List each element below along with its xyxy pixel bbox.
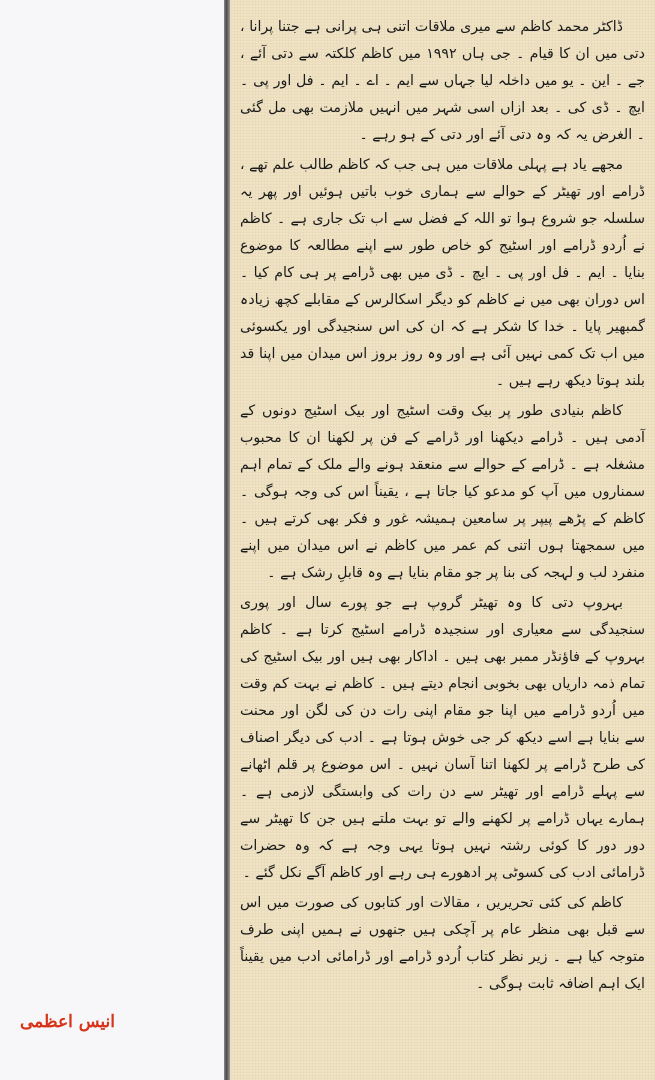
paragraph-3: کاظم بنیادی طور پر بیک وقت اسٹیج اور بیک اسٹیج دونوں کے آدمی ہیں ۔ ڈرامے دیکھنا اور ڈرامے کے فن پر لکھنا ان کا محبوب مشغلہ ہے ۔ ڈرامے کے حوالے سے منعقد ہونے والے ملک کے تمام اہم سمناروں میں آپ کو مدعو کیا جاتا ہے ، یقیناً اس کی وجہ ہوگی ۔ کاظم کے پڑھے پیپر پر سامعین ہمیشہ غور و فکر بھی کرتے ہیں ۔ میں سمجھتا ہوں اتنی کم عمر میں کاظم نے اس میدان میں اپنے منفرد لب و لہجہ کی بنا پر جو مقام بنایا ہے وہ قابلِ رشک ہے ۔: [240, 403, 645, 581]
paragraph-1: ڈاکٹر محمد کاظم سے میری ملاقات اتنی ہی پرانی ہے جتنا پرانا ، دتی میں ان کا قیام ۔ جی ہاں ۱۹۹۲ میں کاظم کلکتہ سے دتی آئے ، جے ۔ این ۔ یو میں داخلہ لیا جہاں سے ایم ۔ اے ۔ ایم ۔ فل اور پی ۔ ایچ ۔ ڈی کی ۔ بعد ازاں اسی شہر میں انہیں ملازمت بھی مل گئی ۔ الغرض یہ کہ وہ دتی آئے اور دتی کے ہو رہے ۔: [240, 19, 646, 143]
paragraph-5: کاظم کی کئی تحریریں ، مقالات اور کتابوں کی صورت میں اس سے قبل بھی منظر عام پر آچکی ہیں جنھوں نے ہمیں اپنی طرف متوجہ کیا ہے ۔ زیر نظر کتاب اُردو ڈرامے اور ڈرامائی ادب میں یقیناً ایک اہم اضافہ ثابت ہوگی ۔: [240, 895, 645, 992]
book-page: [230, 0, 655, 1080]
paragraph-4: بہروپ دتی کا وہ تھیٹر گروپ ہے جو پورے سال اور پوری سنجیدگی سے معیاری اور سنجیدہ ڈرامے اسٹیج کرتا ہے ۔ کاظم بہروپ کے فاؤنڈر ممبر بھی ہیں ۔ اداکار بھی ہیں اور بیک اسٹیج کی تمام ذمہ داریاں بھی بخوبی انجام دیتے ہیں ۔ کاظم نے بہت کم وقت میں اُردو ڈرامے میں اپنا جو مقام اپنی رات دن کی لگن اور محنت سے بنایا ہے اسے دیکھ کر جی خوش ہوتا ہے ۔ ادب کی دیگر اصناف کی طرح ڈرامے پر لکھنا اتنا آسان نہیں ۔ اس موضوع پر قلم اٹھانے سے پہلے ڈرامے اور تھیٹر سے دن رات کی وابستگی لازمی ہے ۔ ہمارے یہاں ڈرامے پر لکھنے والے تو بہت ملتے ہیں جن کا تھیٹر سے دور دور کا کوئی رشتہ نہیں ہوتا یہی وجہ ہے کہ وہ حضرات ڈرامائی ادب کی کسوٹی پر ادھورے ہی رہے اور کاظم آگے نکل گئے ۔: [240, 595, 645, 881]
left-blank-margin: [0, 0, 225, 1080]
urdu-article: [240, 14, 645, 998]
author-signature: انیس اعظمی: [20, 1012, 115, 1032]
paragraph-2: مجھے یاد ہے پہلی ملاقات میں ہی جب کہ کاظم طالب علم تھے ، ڈرامے اور تھیٹر کے حوالے سے ہماری خوب باتیں ہوئیں اور پھر یہ سلسلہ جو شروع ہوا تو اللہ کے فضل سے اب تک جاری ہے ۔ کاظم نے اُردو ڈرامے اور اسٹیج کو خاص طور سے اپنے مطالعہ کا موضوع بنایا ۔ ایم ۔ فل اور پی ۔ ایچ ۔ ڈی میں بھی ڈرامے پر ہی کام کیا ۔ اس دوران بھی میں نے کاظم کو دیگر اسکالرس کے مقابلے کچھ زیادہ گمبھیر پایا ۔ خدا کا شکر ہے کہ ان کی اس سنجیدگی اور یکسوئی میں اب تک کمی نہیں آئی ہے اور وہ روز بروز اس میدان میں اپنا قد بلند ہوتا دیکھ رہے ہیں ۔: [239, 157, 645, 389]
